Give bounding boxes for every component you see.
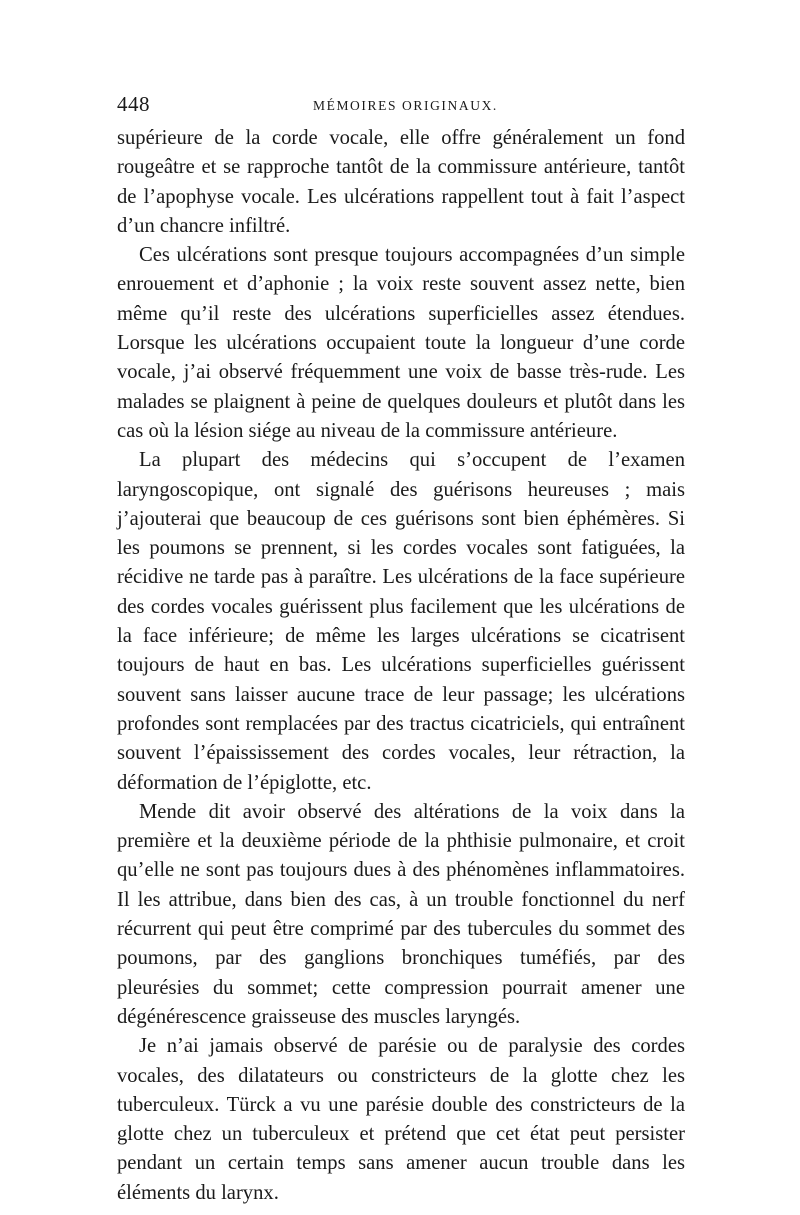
paragraph: supérieure de la corde vocale, elle offre généralement un fond rougeâtre et se rapproche tantôt de la commissure antérieure, tantôt de l’apophyse vocale. Les ulcérations rappellent tout à fait l’aspect d’un chancre infiltré.: [117, 127, 685, 237]
paragraph: La plupart des médecins qui s’occupent de l’examen laryngoscopique, ont signalé des guérisons heureuses ; mais j’ajouterai que beaucoup de ces guérisons sont bien éphémères. Si les poumons se prennent, si les cordes vocales sont fatiguées, la récidive ne tarde pas à paraître. Les ulcérations de la face supérieure des cordes vocales guérissent plus facilement que les ulcérations de la face inférieure; de même les larges ulcérations se cicatrisent toujours de haut en bas. Les ulcérations superficielles guérissent souvent sans laisser aucune trace de leur passage; les ulcérations profondes sont remplacées par des tractus cicatriciels, qui entraînent souvent l’épaississement des cordes vocales, leur rétraction, la déformation de l’épiglotte, etc.: [117, 449, 685, 794]
body-text: [117, 124, 685, 1208]
book-page: [117, 92, 685, 1208]
running-title: MÉMOIRES ORIGINAUX.: [313, 98, 498, 113]
paragraph: Ces ulcérations sont presque toujours accompagnées d’un simple enrouement et d’aphonie ; la voix reste souvent assez nette, bien même qu’il reste des ulcérations superficielles assez étendues. Lorsque les ulcérations occupaient toute la longueur d’une corde vocale, j’ai observé fréquemment une voix de basse très-rude. Les malades se plaignent à peine de quelques douleurs et plutôt dans les cas où la lésion siége au niveau de la commissure antérieure.: [117, 244, 685, 442]
page-header: [117, 92, 685, 124]
paragraph: Je n’ai jamais observé de parésie ou de paralysie des cordes vocales, des dilatateurs ou constricteurs de la glotte chez les tuberculeux. Türck a vu une parésie double des constricteurs de la glotte chez un tuberculeux et prétend que cet état peut persister pendant un certain temps sans amener aucun trouble dans les éléments du larynx.: [117, 1035, 685, 1204]
page-number: 448: [117, 92, 150, 116]
paragraph: Mende dit avoir observé des altérations de la voix dans la première et la deuxième période de la phthisie pulmonaire, et croit qu’elle ne sont pas toujours dues à des phénomènes inflammatoires. Il les attribue, dans bien des cas, à un trouble fonctionnel du nerf récurrent qui peut être comprimé par des tubercules du sommet des poumons, par des ganglions bronchiques tuméfiés, par des pleurésies du sommet; cette compression pourrait amener une dégénérescence graisseuse des muscles laryngés.: [117, 800, 685, 1028]
